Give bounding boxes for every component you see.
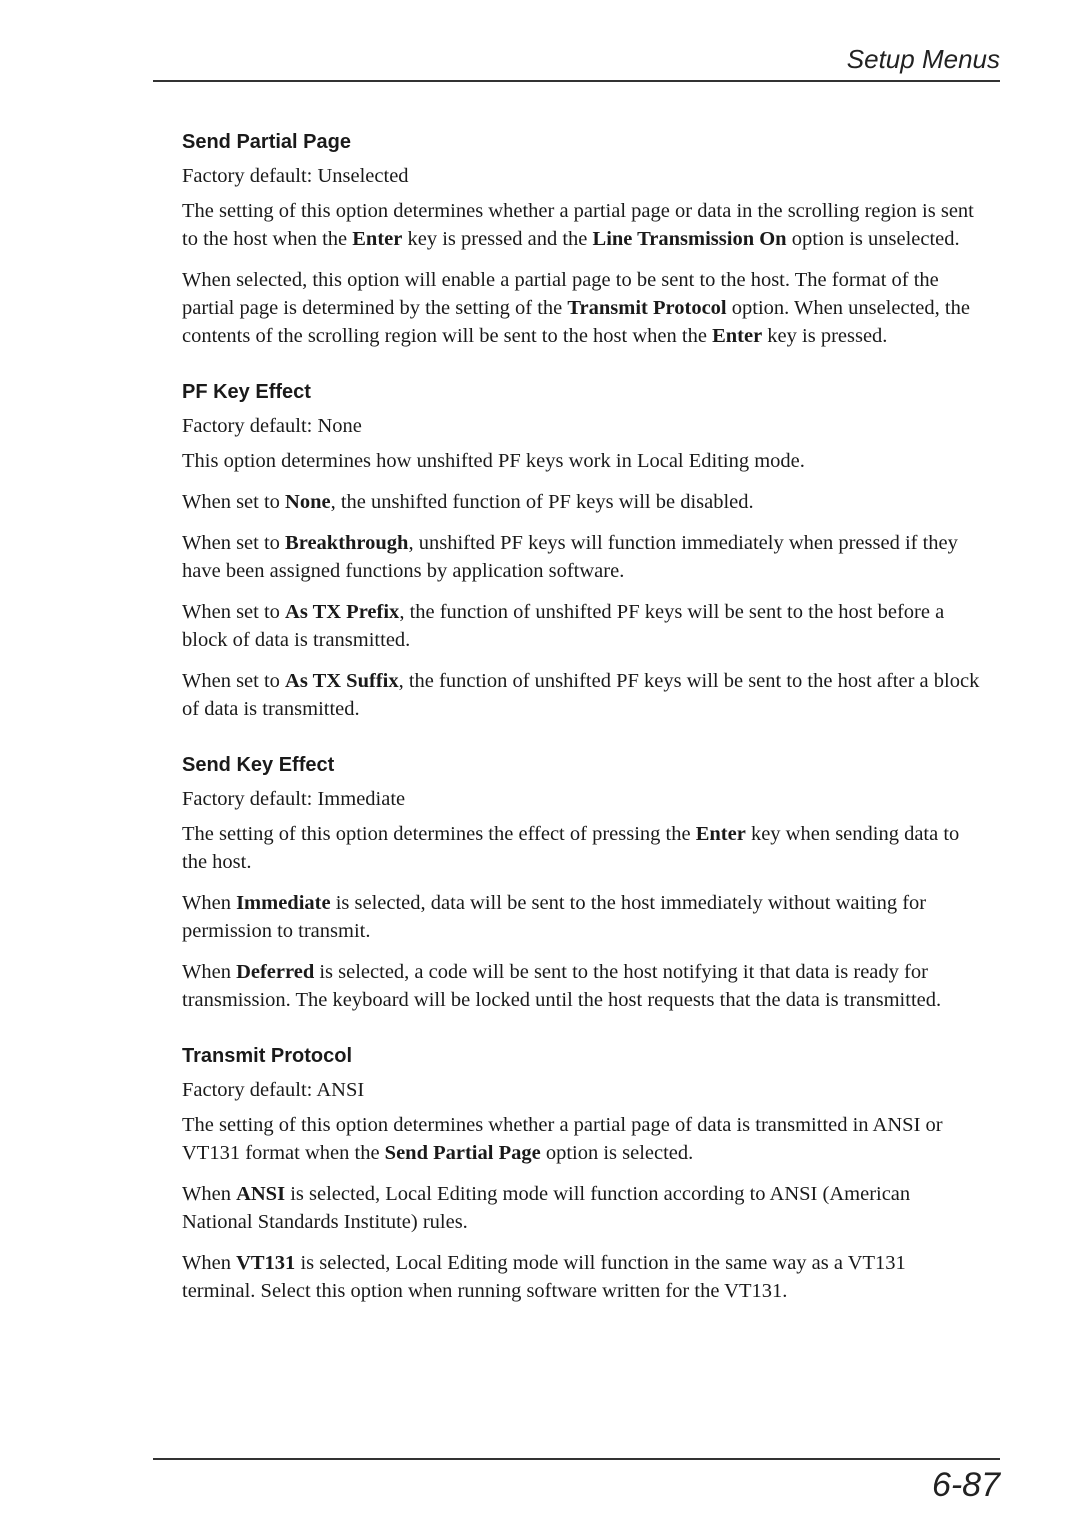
paragraph: When set to None, the unshifted function of PF keys will be disabled. — [182, 491, 754, 513]
paragraph: When set to As TX Prefix, the function of unshifted PF keys will be sent to the host before a block of data is transmitted. — [182, 601, 945, 651]
paragraph: When VT131 is selected, Local Editing mode will function in the same way as a VT131 terminal. Select this option when running software written for the VT131. — [182, 1252, 906, 1302]
paragraph: When Deferred is selected, a code will be sent to the host notifying it that data is ready for transmission. The keyboard will be locked until the host requests that the data is transmitted. — [182, 961, 942, 1011]
section-heading: Send Partial Page — [182, 131, 351, 153]
factory-default: Factory default: ANSI — [182, 1079, 365, 1101]
paragraph: When Immediate is selected, data will be sent to the host immediately without waiting for permission to transmit. — [182, 892, 927, 942]
page-body — [182, 128, 982, 1333]
paragraph: The setting of this option determines the effect of pressing the Enter key when sending data to the host. — [182, 823, 960, 873]
paragraph: When set to Breakthrough, unshifted PF keys will function immediately when pressed if they have been assigned functions by application software. — [182, 532, 958, 582]
paragraph: When ANSI is selected, Local Editing mode will function according to ANSI (American National Standards Institute) rules. — [182, 1183, 911, 1233]
paragraph: The setting of this option determines whether a partial page or data in the scrolling region is sent to the host when the Enter key is pressed and the Line Transmission On option is unselected. — [182, 200, 974, 250]
paragraph: When set to As TX Suffix, the function of unshifted PF keys will be sent to the host after a block of data is transmitted. — [182, 670, 980, 720]
section-transmit-protocol — [182, 1042, 982, 1305]
section-heading: PF Key Effect — [182, 381, 311, 403]
section-heading: Send Key Effect — [182, 754, 335, 776]
running-header: Setup Menus — [846, 44, 1000, 74]
paragraph: The setting of this option determines whether a partial page of data is transmitted in ANSI or VT131 format when the Send Partial Page option is selected. — [182, 1114, 943, 1164]
section-pf-key-effect — [182, 378, 982, 723]
section-send-partial-page — [182, 128, 982, 350]
paragraph: When selected, this option will enable a partial page to be sent to the host. The format of the partial page is determined by the setting of the Transmit Protocol option. When unselected, the contents of the scrolling region will be sent to the host when the Enter key is pressed. — [182, 269, 970, 347]
factory-default: Factory default: Immediate — [182, 788, 406, 810]
factory-default: Factory default: None — [182, 415, 362, 437]
section-heading: Transmit Protocol — [182, 1045, 353, 1067]
footer-rule — [153, 1458, 1000, 1460]
section-send-key-effect — [182, 751, 982, 1014]
paragraph: This option determines how unshifted PF keys work in Local Editing mode. — [182, 450, 805, 472]
page-number: 6-87 — [931, 1466, 1000, 1504]
factory-default: Factory default: Unselected — [182, 165, 409, 187]
header-rule — [153, 80, 1000, 82]
